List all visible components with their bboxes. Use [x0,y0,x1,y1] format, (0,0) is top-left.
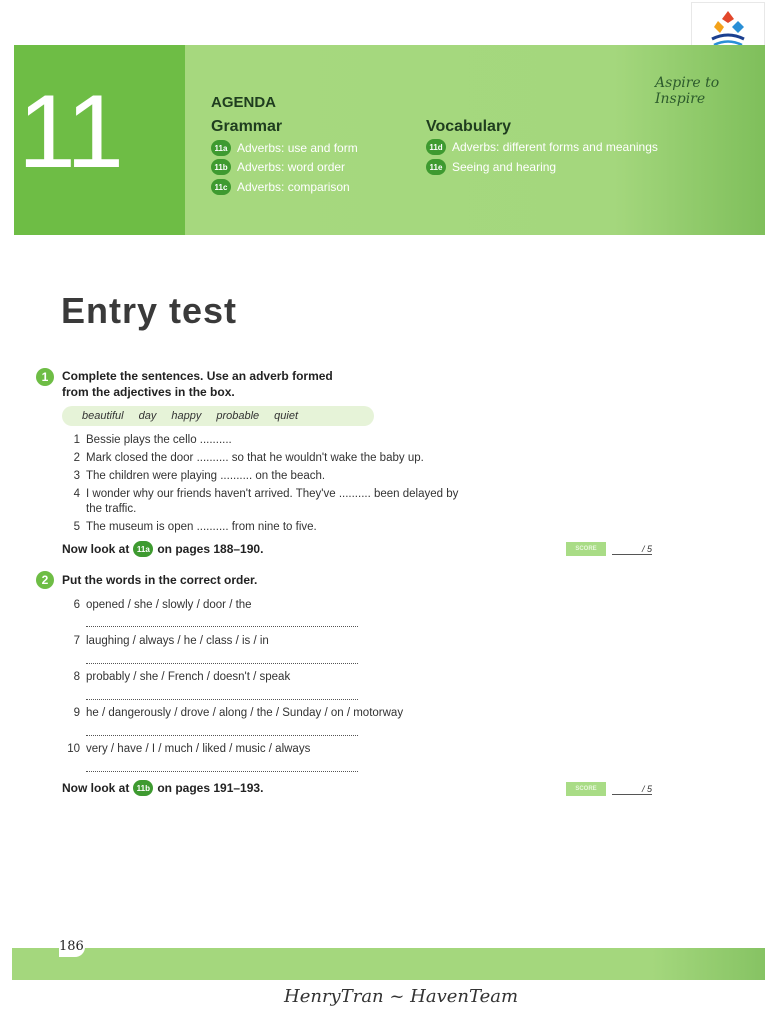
now-look-line [62,541,263,557]
question-number: 7 [73,635,80,647]
section-code-badge: 11b [211,159,231,175]
score-box [566,542,652,556]
question-item[interactable] [62,520,317,534]
agenda-title: AGENDA [211,94,277,111]
answer-line[interactable] [86,625,358,627]
question-number: 3 [73,470,80,482]
question-item[interactable] [62,451,424,465]
score-total[interactable]: / 5 [612,784,652,795]
agenda-item-11b[interactable] [211,158,345,176]
section-code-badge: 11e [426,159,446,175]
box-word: quiet [274,410,299,422]
question-item [62,742,310,756]
page-title: Entry test [61,290,238,331]
question-number: 5 [73,521,80,533]
agenda-item-label: Adverbs: different forms and meanings [452,140,658,154]
question-text: I wonder why our friends haven't arrived. They've .......... been delayed by [86,488,459,500]
question-number: 10 [67,743,80,755]
exercise-instruction [62,368,333,400]
section-code-badge[interactable]: 11b [133,780,153,796]
question-number: 2 [73,452,80,464]
footer-band [12,948,765,980]
exercise-instruction: Put the words in the correct order. [62,573,258,587]
question-item [62,598,252,612]
signature: HenryTran ~ HavenTeam [284,986,519,1007]
answer-line[interactable] [86,734,358,736]
question-text: Mark closed the door .......... so that he wouldn't wake the baby up. [86,452,424,464]
page-number: 186 [59,939,85,957]
instruction-line: Complete the sentences. Use an adverb formed [62,369,333,383]
question-text: Bessie plays the cello .......... [86,434,232,446]
instruction-line: from the adjectives in the box. [62,385,235,399]
question-text: probably / she / French / doesn't / speak [86,671,291,683]
question-item[interactable] [62,433,232,447]
agenda-item-11d[interactable] [426,138,658,156]
score-label: SCORE [566,542,606,556]
question-number: 8 [73,671,80,683]
now-look-text: Now look at [62,542,130,556]
box-word: probable [216,410,260,422]
question-number: 4 [73,488,80,500]
word-box [62,406,374,426]
section-code-badge: 11c [211,179,231,195]
box-word: day [138,410,157,422]
question-item [62,670,290,684]
question-text: laughing / always / he / class / is / in [86,635,269,647]
agenda-item-label: Seeing and hearing [452,160,557,174]
question-item [62,502,136,516]
section-code-badge: 11a [211,140,231,156]
now-look-text: on pages 191–193. [157,781,264,795]
box-word: happy [171,410,202,422]
question-number: 9 [73,707,80,719]
box-word: beautiful [82,410,124,422]
agenda-item-label: Adverbs: use and form [237,141,358,155]
now-look-line [62,780,263,796]
question-text: the traffic. [86,503,137,515]
question-number: 6 [73,599,80,611]
question-text: opened / she / slowly / door / the [86,599,252,611]
exercise-number-badge: 2 [36,571,54,589]
answer-line[interactable] [86,770,358,772]
answer-line[interactable] [86,698,358,700]
section-code-badge[interactable]: 11a [133,541,153,557]
question-number [62,502,80,516]
question-text: he / dangerously / drove / along / the / Sunday / on / motorway [86,707,404,719]
agenda-item-11a[interactable] [211,139,358,157]
question-text: very / have / I / much / liked / music / always [86,743,311,755]
tagline: Aspire to Inspire [655,75,720,107]
section-code-badge: 11d [426,139,446,155]
now-look-text: on pages 188–190. [157,542,264,556]
now-look-text: Now look at [62,781,130,795]
question-item[interactable] [62,487,458,501]
question-item [62,706,403,720]
exercise-number-badge: 1 [36,368,54,386]
question-text: The children were playing .......... on the beach. [86,470,326,482]
score-total[interactable]: / 5 [612,544,652,555]
question-text: The museum is open .......... from nine to five. [86,521,317,533]
vocabulary-title: Vocabulary [426,118,512,135]
question-item [62,634,269,648]
score-box [566,782,652,796]
score-label: SCORE [566,782,606,796]
question-number: 1 [73,434,80,446]
answer-line[interactable] [86,662,358,664]
agenda-item-label: Adverbs: comparison [237,180,350,194]
agenda-item-11e[interactable] [426,158,556,176]
agenda-item-11c[interactable] [211,178,350,196]
chapter-number: 11 [18,74,122,190]
question-item[interactable] [62,469,325,483]
agenda-item-label: Adverbs: word order [237,160,346,174]
grammar-title: Grammar [211,118,283,135]
